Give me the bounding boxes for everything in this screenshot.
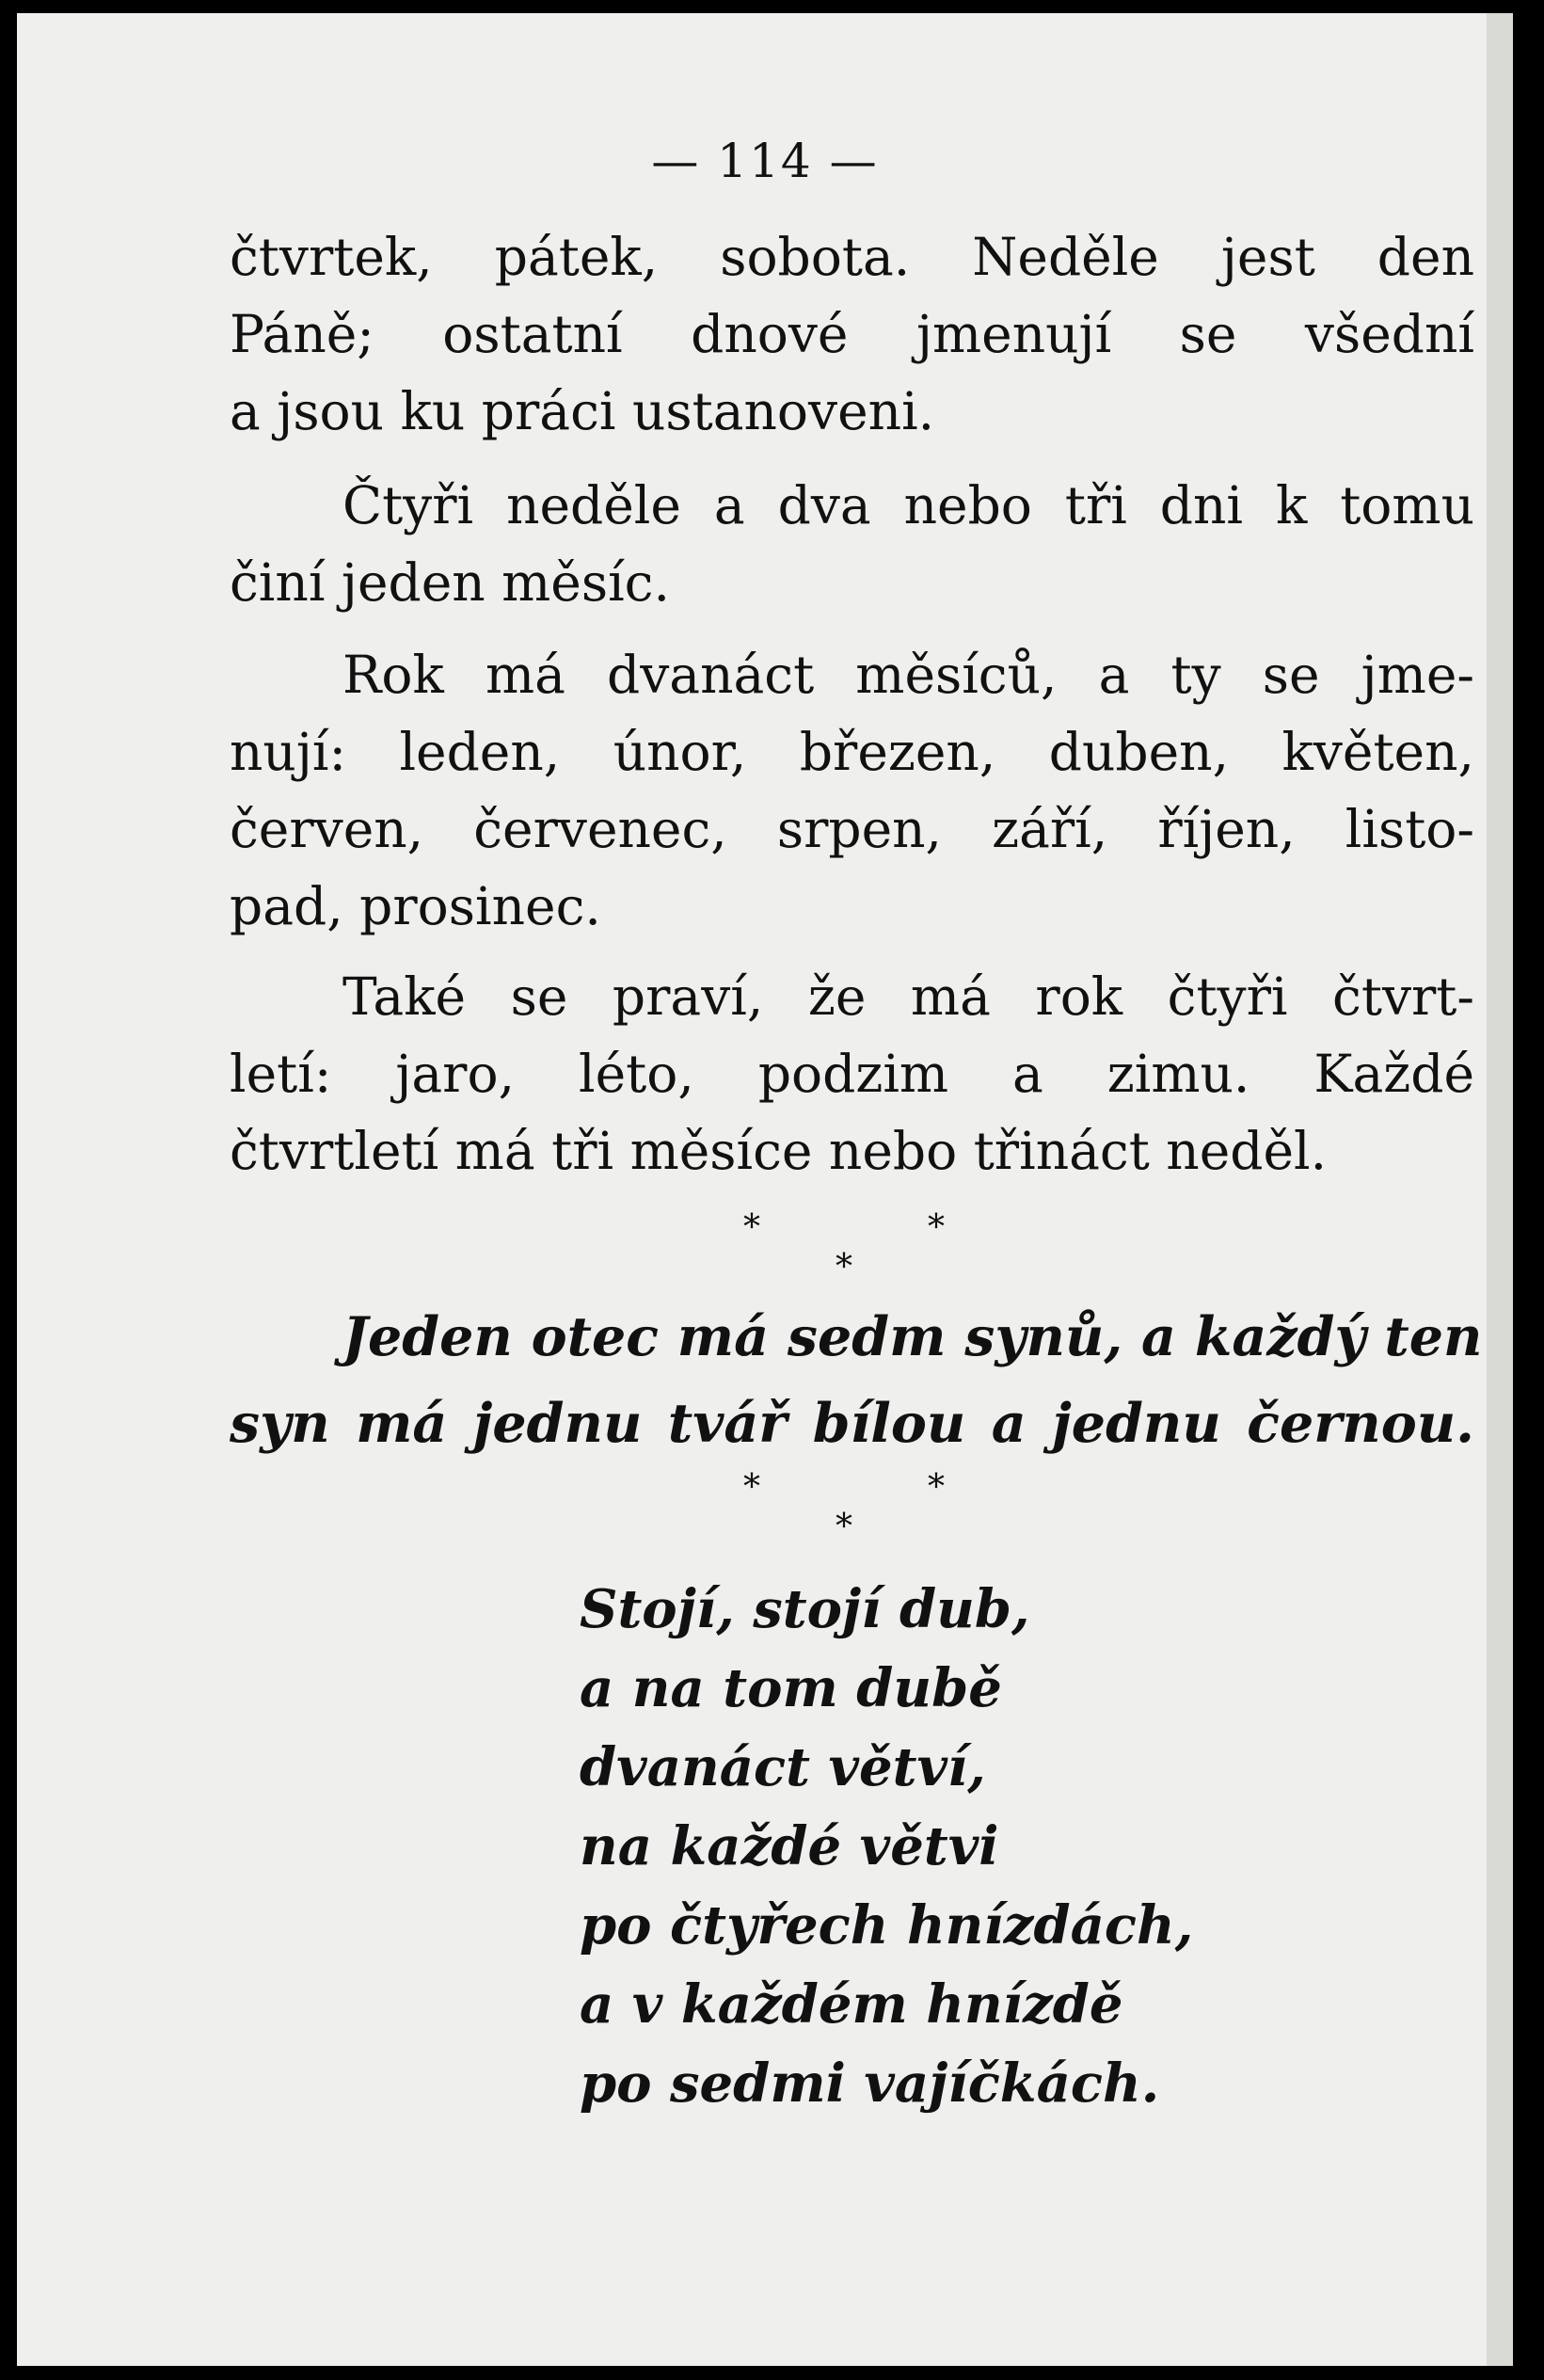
asterisk: *: [928, 1468, 945, 1507]
page-edge: [1487, 13, 1513, 2366]
poem-line: dvanáct větví,: [580, 1736, 986, 1798]
poem-line: po sedmi vajíčkách.: [580, 2053, 1160, 2115]
text-line: činí jeden měsíc.: [230, 552, 670, 613]
text-line: čtvrtletí má tři měsíce nebo třináct neděl.: [230, 1121, 1328, 1181]
text-line: Čtyři neděle a dva nebo tři dni k tomu: [342, 475, 1474, 535]
text-line: letí: jaro, léto, podzim a zimu. Každé: [230, 1044, 1474, 1104]
asterisk: *: [743, 1208, 760, 1247]
asterisk: *: [836, 1508, 852, 1546]
asterisk: *: [928, 1208, 945, 1247]
riddle-line: Jeden otec má sedm synů, a každý ten: [342, 1305, 1483, 1368]
asterisk: *: [836, 1248, 852, 1286]
riddle-line: syn má jednu tvář bílou a jednu černou.: [230, 1392, 1474, 1455]
text-line: a jsou ku práci ustanoveni.: [230, 381, 935, 441]
poem-line: na každé větvi: [580, 1815, 999, 1877]
text-line: nují: leden, únor, březen, duben, květen,: [230, 722, 1474, 782]
poem-line: a v každém hnízdě: [580, 1973, 1123, 2036]
poem-line: po čtyřech hnízdách,: [580, 1894, 1194, 1957]
page-number: — 114 —: [651, 134, 879, 188]
text-line: Páně; ostatní dnové jmenují se všední: [230, 304, 1474, 364]
text-line: pad, prosinec.: [230, 876, 601, 936]
poem-line: Stojí, stojí dub,: [580, 1578, 1030, 1640]
text-line: čtvrtek, pátek, sobota. Neděle jest den: [230, 227, 1474, 287]
book-page: [17, 13, 1513, 2366]
asterisk: *: [743, 1468, 760, 1507]
text-line: červen, červenec, srpen, září, říjen, listo-: [230, 799, 1474, 859]
text-line: Také se praví, že má rok čtyři čtvrt-: [342, 966, 1474, 1027]
text-line: Rok má dvanáct měsíců, a ty se jme-: [342, 645, 1474, 705]
poem-line: a na tom dubě: [580, 1657, 1002, 1719]
